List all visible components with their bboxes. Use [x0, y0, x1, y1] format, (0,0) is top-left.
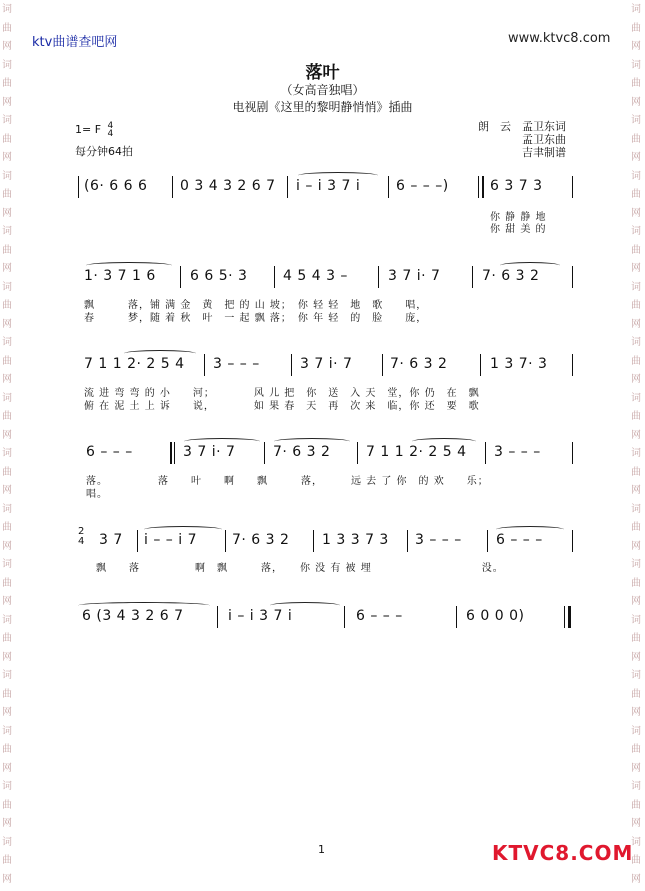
barline [287, 176, 288, 198]
measure: 7· 6 3 2 [482, 268, 540, 284]
watermark-char: 词 [631, 781, 641, 792]
measure: 3 – – – [415, 532, 462, 548]
watermark-char: 词 [631, 559, 641, 570]
measure: 6 6 5· 3 [190, 268, 248, 284]
lyric-line: 你 静 静 地 [490, 212, 547, 223]
measure: 7 1 1 2· 2 5 4 [366, 444, 467, 460]
measure: 7· 6 3 2 [390, 356, 448, 372]
watermark-char: 网 [631, 485, 641, 496]
watermark-char: 词 [631, 226, 641, 237]
watermark-char: 词 [2, 559, 12, 570]
time-top: 4 [107, 121, 114, 131]
lyricist-credit: 孟卫东词 [522, 120, 566, 133]
engraver-credit: 吉聿制谱 [522, 146, 566, 159]
watermark-char: 词 [631, 59, 641, 71]
barline [456, 606, 457, 628]
watermark-char: 曲 [2, 300, 12, 311]
watermark-char: 网 [2, 596, 12, 607]
watermark-char: 曲 [2, 189, 12, 200]
watermark-char: 曲 [2, 133, 12, 145]
barline [204, 354, 205, 376]
watermark-char: 网 [2, 651, 12, 663]
watermark-char: 词 [2, 836, 12, 848]
watermark-char: 网 [2, 41, 12, 52]
barline [407, 530, 408, 552]
time-top: 2 [78, 526, 85, 537]
watermark-char: 词 [2, 503, 12, 515]
site-name-left: ktv曲谱查吧网 [32, 35, 118, 50]
watermark-char: 网 [2, 873, 12, 885]
watermark-char: 词 [2, 115, 12, 126]
barline [378, 266, 379, 288]
lyric-line: 唱。 [86, 489, 108, 500]
watermark-char: 词 [2, 781, 12, 792]
watermark-char: 曲 [2, 577, 12, 589]
key-label: 1= F [75, 123, 102, 136]
watermark-char: 网 [631, 41, 641, 52]
watermark-char: 网 [2, 707, 12, 718]
watermark-char: 词 [2, 448, 12, 459]
measure: 4 5 4 3 – [283, 268, 348, 284]
barline [572, 176, 573, 198]
barline [344, 606, 345, 628]
barline [174, 442, 175, 464]
measure: 6 0 0 0) [466, 608, 525, 624]
watermark-char: 曲 [631, 355, 641, 367]
watermark-char: 曲 [631, 78, 641, 89]
watermark-char: 网 [631, 263, 641, 274]
repeat-barline [482, 176, 484, 198]
barline [572, 266, 573, 288]
watermark-char: 网 [2, 207, 12, 219]
watermark-char: 曲 [631, 577, 641, 589]
barline [485, 442, 486, 464]
measure: 1· 3 7 1 6 [84, 268, 156, 284]
watermark-char: 网 [631, 707, 641, 718]
barline [480, 354, 481, 376]
time-signature-change [78, 527, 84, 547]
barline [478, 176, 479, 198]
watermark-char: 网 [631, 207, 641, 219]
watermark-char: 网 [2, 318, 12, 330]
watermark-char: 词 [2, 4, 12, 15]
watermark-char: 网 [631, 318, 641, 330]
barline [572, 442, 573, 464]
measure: 3 7 i· 7 [183, 444, 236, 460]
watermark-char: 曲 [631, 133, 641, 145]
watermark-char: 网 [2, 818, 12, 829]
watermark-char: 曲 [2, 244, 12, 256]
measure: 1 3 3 7 3 [322, 532, 389, 548]
lyric-line: 春 梦，随 着 秋 叶 一 起 飘 落； 你 年 轻 的 脸 庞， [84, 313, 428, 324]
watermark-char: 词 [631, 448, 641, 459]
watermark-char: 曲 [631, 744, 641, 755]
barline [313, 530, 314, 552]
watermark-char: 曲 [2, 688, 12, 700]
lyric-line: 落。 落 叶 啊 飘 落， 远 去 了 你 的 欢 乐； [86, 476, 489, 487]
measure: i – i 3 7 i [296, 178, 361, 194]
site-url-right: www.ktvc8.com [508, 31, 611, 46]
slur [78, 602, 210, 609]
measure: 3 7 [99, 532, 123, 548]
measure: i – – i 7 [144, 532, 197, 548]
measure: 3 7 i· 7 [300, 356, 353, 372]
watermark-char: 曲 [631, 522, 641, 533]
watermark-char: 词 [631, 725, 641, 737]
watermark-char: 曲 [631, 855, 641, 866]
watermark-char: 曲 [631, 799, 641, 811]
watermark-char: 网 [631, 540, 641, 552]
measure: 6 3 7 3 [490, 178, 543, 194]
barline [572, 354, 573, 376]
watermark-char: 曲 [2, 633, 12, 644]
watermark-char: 网 [2, 96, 12, 108]
slur [274, 438, 350, 445]
watermark-char: 网 [631, 374, 641, 385]
barline [180, 266, 181, 288]
watermark-char: 网 [631, 873, 641, 885]
watermark-char: 词 [631, 392, 641, 404]
slur [184, 438, 260, 445]
watermark-char: 网 [2, 429, 12, 441]
watermark-char: 曲 [2, 799, 12, 811]
watermark-char: 词 [2, 337, 12, 348]
measure: 3 – – – [494, 444, 541, 460]
watermark-char: 曲 [631, 633, 641, 644]
measure: 6 (3 4 3 2 6 7 [82, 608, 184, 624]
watermark-char: 词 [631, 614, 641, 626]
slur [412, 438, 476, 445]
final-barline [568, 606, 571, 628]
measure: 7 1 1 2· 2 5 4 [84, 356, 185, 372]
lyric-line: 你 甜 美 的 [490, 224, 547, 235]
watermark-char: 词 [2, 281, 12, 293]
watermark-char: 词 [2, 226, 12, 237]
watermark-char: 曲 [2, 22, 12, 34]
slur [86, 262, 172, 269]
watermark-char: 曲 [631, 411, 641, 422]
site-logo: KTVC8.COM [492, 841, 634, 865]
watermark-char: 网 [631, 818, 641, 829]
watermark-char: 网 [2, 540, 12, 552]
watermark-char: 网 [631, 429, 641, 441]
measure: 6 – – – [356, 608, 403, 624]
slur [496, 526, 564, 533]
watermark-char: 词 [2, 170, 12, 182]
barline [172, 176, 173, 198]
song-source: 电视剧《这里的黎明静悄悄》插曲 [232, 100, 413, 114]
song-subtitle: （女高音独唱） [280, 83, 365, 97]
watermark-char: 曲 [631, 466, 641, 478]
watermark-char: 词 [631, 836, 641, 848]
watermark-char: 曲 [2, 355, 12, 367]
slur [298, 172, 378, 179]
watermark-char: 网 [2, 485, 12, 496]
time-bottom: 4 [78, 536, 85, 547]
barline [274, 266, 275, 288]
barline [564, 606, 565, 628]
lyricist-label: 朗 云 [478, 120, 511, 133]
watermark-char: 网 [631, 762, 641, 774]
slur [500, 262, 560, 269]
watermark-char: 词 [2, 59, 12, 71]
watermark-char: 网 [2, 762, 12, 774]
watermark-char: 曲 [631, 244, 641, 256]
watermark-char: 曲 [2, 411, 12, 422]
watermark-char: 词 [2, 392, 12, 404]
watermark-char: 网 [2, 374, 12, 385]
barline [572, 530, 573, 552]
measure: 6 – – – [86, 444, 133, 460]
watermark-char: 网 [631, 596, 641, 607]
watermark-char: 词 [2, 670, 12, 681]
watermark-char: 曲 [631, 22, 641, 34]
measure: 1 3 7· 3 [490, 356, 548, 372]
barline [78, 176, 79, 198]
time-bottom: 4 [107, 129, 114, 139]
watermark-char: 词 [631, 4, 641, 15]
slur [124, 350, 196, 357]
tempo: 每分钟64拍 [75, 145, 133, 158]
watermark-char: 网 [631, 651, 641, 663]
right-watermark-strip [629, 0, 645, 891]
barline [472, 266, 473, 288]
key-signature [75, 122, 113, 138]
watermark-char: 词 [2, 725, 12, 737]
lyric-line: 飘 落，铺 满 金 黄 把 的 山 坡； 你 轻 轻 地 歌 唱， [84, 300, 428, 311]
measure: 3 7 i· 7 [388, 268, 441, 284]
watermark-char: 词 [631, 170, 641, 182]
lyric-line: 流 进 弯 弯 的 小 河； 风 儿 把 你 送 入 天 堂，你 仍 在 飘 [84, 388, 480, 399]
barline [137, 530, 138, 552]
lyric-line: 飘 落 啊 飘 落， 你 没 有 被 埋 没。 [96, 563, 504, 574]
measure: 6 – – –) [396, 178, 449, 194]
barline [487, 530, 488, 552]
measure: (6· 6 6 6 [84, 178, 148, 194]
watermark-char: 网 [631, 96, 641, 108]
watermark-char: 曲 [631, 300, 641, 311]
slur [270, 602, 340, 609]
measure: 6 – – – [496, 532, 543, 548]
lyric-line: 俯 在 泥 土 上 诉 说， 如 果 春 天 再 次 来 临，你 还 要 歌 [84, 401, 480, 412]
watermark-char: 词 [631, 281, 641, 293]
barline [382, 354, 383, 376]
measure: 7· 6 3 2 [232, 532, 290, 548]
barline [217, 606, 218, 628]
song-title: 落叶 [305, 63, 340, 83]
page-number: 1 [318, 843, 325, 856]
watermark-char: 曲 [2, 466, 12, 478]
watermark-char: 词 [631, 337, 641, 348]
watermark-char: 网 [2, 263, 12, 274]
slur [144, 526, 222, 533]
measure: 0 3 4 3 2 6 7 [180, 178, 276, 194]
watermark-char: 词 [631, 670, 641, 681]
barline [291, 354, 292, 376]
watermark-char: 词 [2, 614, 12, 626]
barline [388, 176, 389, 198]
watermark-char: 词 [631, 503, 641, 515]
watermark-char: 网 [2, 152, 12, 163]
measure: 7· 6 3 2 [273, 444, 331, 460]
barline [357, 442, 358, 464]
composer-credit: 孟卫东曲 [522, 133, 566, 146]
watermark-char: 曲 [631, 189, 641, 200]
measure: 3 – – – [213, 356, 260, 372]
measure: i – i 3 7 i [228, 608, 293, 624]
watermark-char: 曲 [2, 522, 12, 533]
watermark-char: 曲 [2, 78, 12, 89]
watermark-char: 网 [631, 152, 641, 163]
barline [225, 530, 226, 552]
watermark-char: 曲 [2, 855, 12, 866]
watermark-char: 曲 [631, 688, 641, 700]
repeat-barline [170, 442, 172, 464]
watermark-char: 词 [631, 115, 641, 126]
watermark-char: 曲 [2, 744, 12, 755]
barline [264, 442, 265, 464]
time-signature [108, 122, 114, 138]
left-watermark-strip [0, 0, 16, 891]
